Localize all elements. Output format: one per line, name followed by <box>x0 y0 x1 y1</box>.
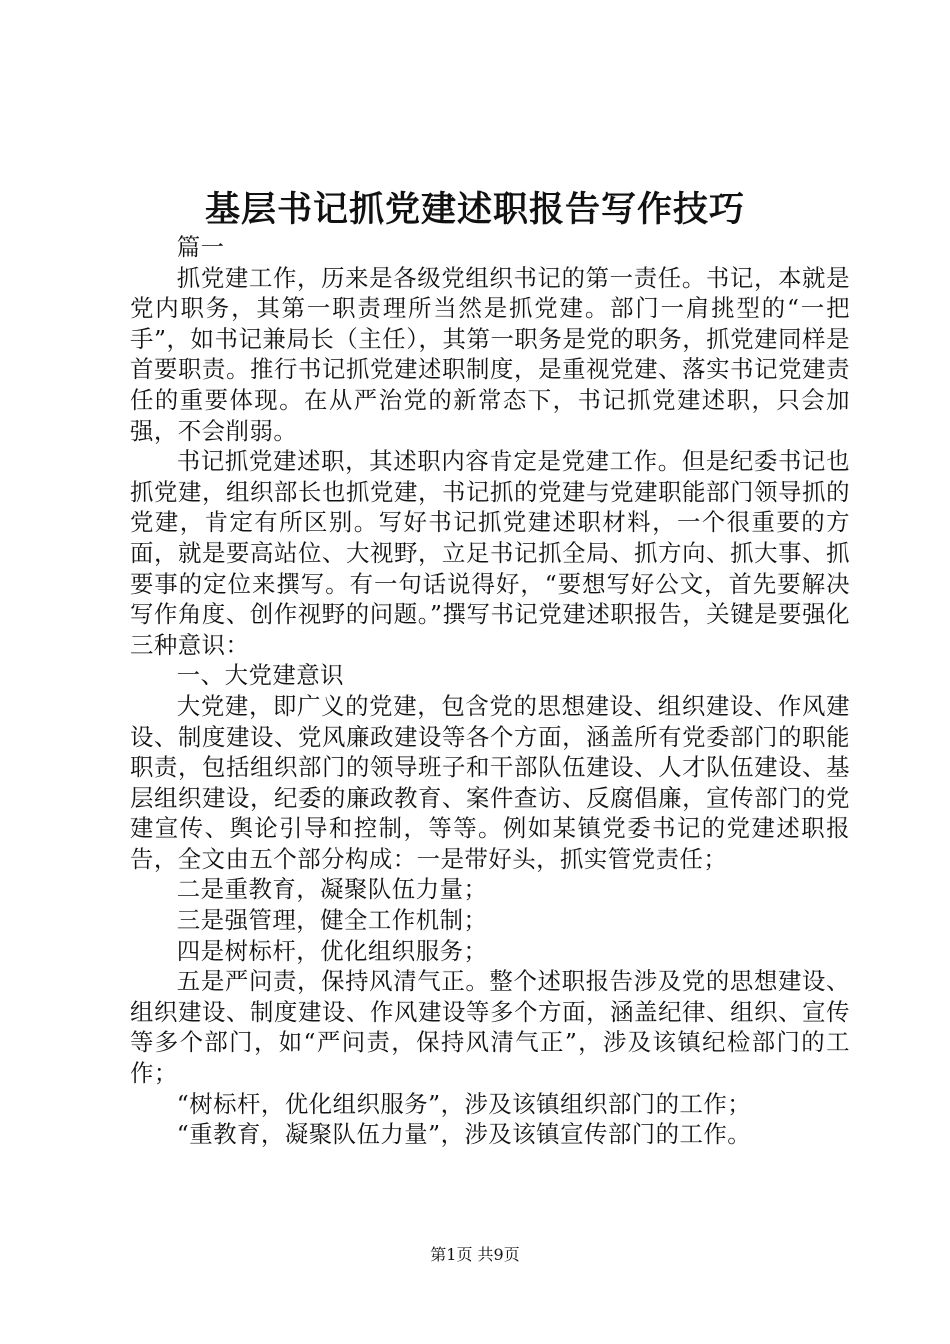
document-title: 基层书记抓党建述职报告写作技巧 <box>204 189 745 230</box>
list-item: 三是强管理，健全工作机制； <box>176 906 488 935</box>
body-paragraph: 大党建，即广义的党建，包含党的思想建设、组织建设、作风建设、制度建设、党风廉政建设等各个方面，涵盖所有党委部门的职能职责，包括组织部门的领导班子和干部队伍建设、人才队伍建设、基层组织建设，纪委的廉政教育、案件查访、反腐倡廉，宣传部门的党建宣传、舆论引导和控制，等等。例如某镇党委书记的党建述职报告，全文由五个部分构成：一是带好头，抓实管党责任； <box>130 691 850 873</box>
list-item: 四是树标杆，优化组织服务； <box>176 936 488 965</box>
body-paragraph: 书记抓党建述职，其述职内容肯定是党建工作。但是纪委书记也抓党建，组织部长也抓党建，书记抓的党建与党建职能部门领导抓的党建，肯定有所区别。写好书记抓党建述职材料，一个很重要的方面，就是要高站位、大视野，立足书记抓全局、抓方向、抓大事、抓要事的定位来撰写。有一句话说得好，“要想写好公文，首先要解决写作角度、创作视野的问题。”撰写书记党建述职报告，关键是要强化三种意识： <box>130 447 850 659</box>
body-paragraph: 抓党建工作，历来是各级党组织书记的第一责任。书记，本就是党内职务，其第一职责理所当然是抓党建。部门一肩挑型的“一把手”，如书记兼局长（主任），其第一职务是党的职务，抓党建同样是首要职责。推行书记抓党建述职制度，是重视党建、落实书记党建责任的重要体现。在从严治党的新常态下，书记抓党建述职，只会加强，不会削弱。 <box>130 263 850 445</box>
body-paragraph: 五是严问责，保持风清气正。整个述职报告涉及党的思想建设、组织建设、制度建设、作风建设等多个方面，涵盖纪律、组织、宣传等多个部门，如“严问责，保持风清气正”，涉及该镇纪检部门的工作； <box>130 967 850 1088</box>
body-paragraph: “树标杆，优化组织服务”，涉及该镇组织部门的工作； <box>176 1089 752 1118</box>
page-number-footer: 第1页 共9页 <box>430 1245 520 1264</box>
body-paragraph: “重教育，凝聚队伍力量”，涉及该镇宣传部门的工作。 <box>176 1120 752 1149</box>
section-heading: 一、大党建意识 <box>176 661 345 690</box>
document-body <box>130 232 850 1150</box>
list-item: 二是重教育，凝聚队伍力量； <box>176 875 488 904</box>
section-label: 篇一 <box>176 233 225 261</box>
